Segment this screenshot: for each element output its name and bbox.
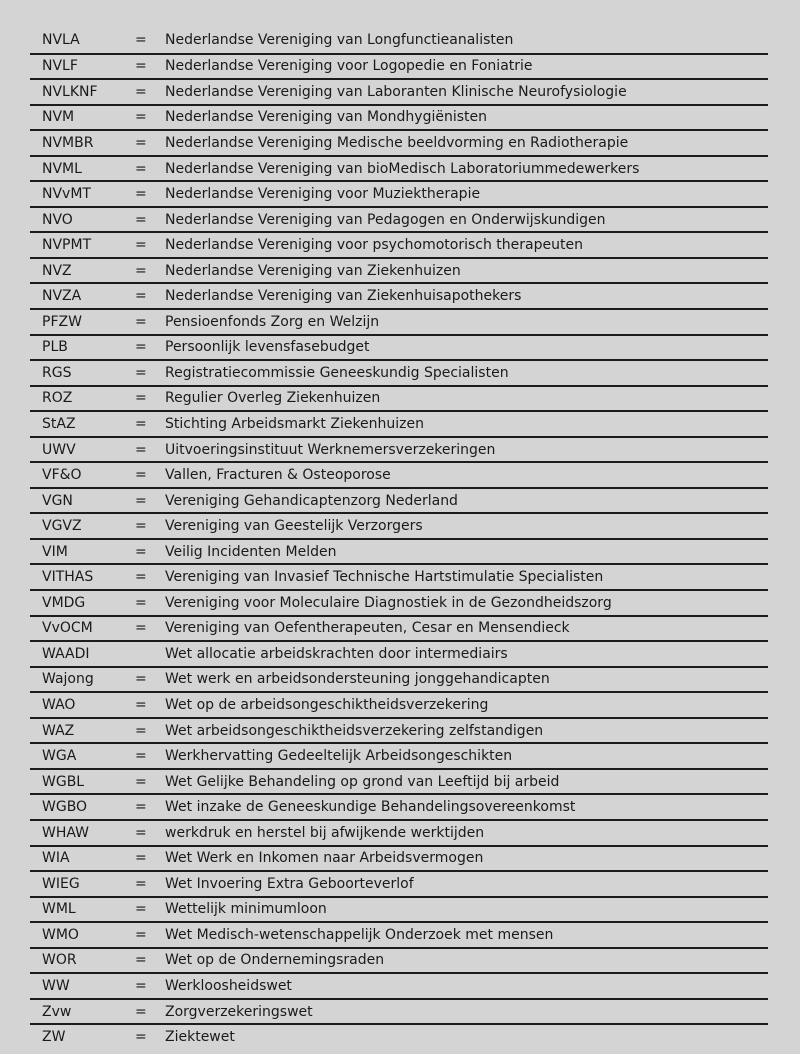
table-row bbox=[30, 180, 768, 206]
abbreviation: Wajong bbox=[42, 671, 94, 688]
abbreviation: UWV bbox=[42, 441, 76, 458]
equals-sign: = bbox=[135, 799, 147, 816]
table-row bbox=[30, 563, 768, 589]
equals-sign: = bbox=[135, 415, 147, 432]
table-row bbox=[30, 998, 768, 1024]
table-row bbox=[30, 615, 768, 641]
equals-sign: = bbox=[135, 926, 147, 943]
description: Nederlandse Vereniging voor psychomotorisch therapeuten bbox=[165, 237, 583, 254]
description: Nederlandse Vereniging Medische beeldvorming en Radiotherapie bbox=[165, 134, 629, 151]
description: Regulier Overleg Ziekenhuizen bbox=[165, 390, 381, 407]
abbreviation: NVZA bbox=[42, 288, 82, 305]
table-row bbox=[30, 845, 768, 871]
equals-sign: = bbox=[135, 288, 147, 305]
table-row bbox=[30, 691, 768, 717]
abbreviation: VMDG bbox=[42, 594, 86, 611]
equals-sign: = bbox=[135, 160, 147, 177]
abbreviation: VGVZ bbox=[42, 518, 82, 535]
abbreviation: NVLA bbox=[42, 31, 80, 48]
abbreviation: VF&O bbox=[42, 467, 82, 484]
table-row bbox=[30, 231, 768, 257]
abbreviation: NVO bbox=[42, 211, 73, 228]
abbreviation: NVMBR bbox=[42, 134, 94, 151]
table-row bbox=[30, 104, 768, 130]
description: Wet op de arbeidsongeschiktheidsverzekering bbox=[165, 696, 489, 713]
equals-sign: = bbox=[135, 492, 147, 509]
table-row bbox=[30, 359, 768, 385]
equals-sign: = bbox=[135, 186, 147, 203]
abbreviation: VIM bbox=[42, 543, 68, 560]
equals-sign: = bbox=[135, 518, 147, 535]
abbreviation-table bbox=[30, 27, 768, 1049]
table-row bbox=[30, 947, 768, 973]
abbreviation: PLB bbox=[42, 339, 68, 356]
description: Vereniging van Geestelijk Verzorgers bbox=[165, 518, 423, 535]
table-row bbox=[30, 666, 768, 692]
abbreviation: NVZ bbox=[42, 262, 72, 279]
abbreviation: NVML bbox=[42, 160, 82, 177]
table-row bbox=[30, 921, 768, 947]
description: Wet op de Ondernemingsraden bbox=[165, 952, 385, 969]
abbreviation: VGN bbox=[42, 492, 73, 509]
abbreviation: WAZ bbox=[42, 722, 75, 739]
abbreviation: VITHAS bbox=[42, 569, 94, 586]
table-row bbox=[30, 819, 768, 845]
description: Werkhervatting Gedeeltelijk Arbeidsongeschikten bbox=[165, 748, 513, 765]
equals-sign: = bbox=[135, 83, 147, 100]
description: Nederlandse Vereniging voor Muziektherapie bbox=[165, 186, 481, 203]
table-row bbox=[30, 308, 768, 334]
table-row bbox=[30, 78, 768, 104]
table-row bbox=[30, 282, 768, 308]
equals-sign: = bbox=[135, 773, 147, 790]
equals-sign: = bbox=[135, 390, 147, 407]
table-row bbox=[30, 512, 768, 538]
description: Veilig Incidenten Melden bbox=[165, 543, 337, 560]
table-row bbox=[30, 27, 768, 53]
table-row bbox=[30, 768, 768, 794]
abbreviation: ZW bbox=[42, 1029, 66, 1046]
description: Persoonlijk levensfasebudget bbox=[165, 339, 370, 356]
abbreviation: NVLKNF bbox=[42, 83, 98, 100]
description: Ziektewet bbox=[165, 1029, 235, 1046]
equals-sign: = bbox=[135, 313, 147, 330]
abbreviation: NVM bbox=[42, 109, 75, 126]
table-row bbox=[30, 487, 768, 513]
table-row bbox=[30, 640, 768, 666]
table-row bbox=[30, 129, 768, 155]
table-row bbox=[30, 589, 768, 615]
description: Nederlandse Vereniging van Laboranten Klinische Neurofysiologie bbox=[165, 83, 627, 100]
description: Wettelijk minimumloon bbox=[165, 901, 327, 918]
description: Wet Werk en Inkomen naar Arbeidsvermogen bbox=[165, 850, 484, 867]
description: Vereniging Gehandicaptenzorg Nederland bbox=[165, 492, 458, 509]
equals-sign: = bbox=[135, 952, 147, 969]
abbreviation: WHAW bbox=[42, 824, 90, 841]
table-row bbox=[30, 793, 768, 819]
description: Uitvoeringsinstituut Werknemersverzekeringen bbox=[165, 441, 496, 458]
table-row bbox=[30, 53, 768, 79]
abbreviation: WIEG bbox=[42, 875, 80, 892]
table-row bbox=[30, 155, 768, 181]
description: Zorgverzekeringswet bbox=[165, 1003, 313, 1020]
description: Werkloosheidswet bbox=[165, 978, 292, 994]
description: Nederlandse Vereniging van Ziekenhuizen bbox=[165, 262, 461, 279]
abbreviation: WGBO bbox=[42, 799, 88, 816]
abbreviation: WAO bbox=[42, 696, 76, 713]
equals-sign: = bbox=[135, 467, 147, 484]
description: Wet Gelijke Behandeling op grond van Leeftijd bij arbeid bbox=[165, 773, 560, 790]
equals-sign: = bbox=[135, 696, 147, 713]
description: Vereniging van Invasief Technische Hartstimulatie Specialisten bbox=[165, 569, 604, 586]
equals-sign: = bbox=[135, 109, 147, 126]
table-row bbox=[30, 334, 768, 360]
table-row bbox=[30, 742, 768, 768]
abbreviation: NVvMT bbox=[42, 186, 91, 203]
description: Nederlandse Vereniging van bioMedisch Laboratoriummedewerkers bbox=[165, 160, 640, 177]
description: Vereniging van Oefentherapeuten, Cesar en Mensendieck bbox=[165, 620, 570, 637]
abbreviation: WW bbox=[42, 978, 70, 994]
equals-sign: = bbox=[135, 237, 147, 254]
table-row bbox=[30, 870, 768, 896]
abbreviation: WGA bbox=[42, 748, 77, 765]
table-row bbox=[30, 436, 768, 462]
equals-sign: = bbox=[135, 1029, 147, 1046]
description: Nederlandse Vereniging van Ziekenhuisapothekers bbox=[165, 288, 522, 305]
description: Wet allocatie arbeidskrachten door intermediairs bbox=[165, 645, 508, 662]
description: Wet werk en arbeidsondersteuning jonggehandicapten bbox=[165, 671, 550, 688]
description: Registratiecommissie Geneeskundig Specialisten bbox=[165, 364, 509, 381]
abbreviation: RGS bbox=[42, 364, 72, 381]
equals-sign: = bbox=[135, 594, 147, 611]
equals-sign: = bbox=[135, 58, 147, 75]
equals-sign: = bbox=[135, 620, 147, 637]
table-row bbox=[30, 717, 768, 743]
table-row bbox=[30, 538, 768, 564]
table-row bbox=[30, 385, 768, 411]
equals-sign: = bbox=[135, 339, 147, 356]
description: Nederlandse Vereniging van Pedagogen en Onderwijskundigen bbox=[165, 211, 606, 228]
abbreviation: VvOCM bbox=[42, 620, 93, 637]
description: Nederlandse Vereniging van Mondhygiënisten bbox=[165, 109, 488, 126]
description: Wet inzake de Geneeskundige Behandelingsovereenkomst bbox=[165, 799, 576, 816]
equals-sign: = bbox=[135, 134, 147, 151]
table-row bbox=[30, 896, 768, 922]
abbreviation: NVLF bbox=[42, 58, 78, 75]
description: Nederlandse Vereniging voor Logopedie en Foniatrie bbox=[165, 58, 533, 75]
equals-sign: = bbox=[135, 875, 147, 892]
table-row bbox=[30, 410, 768, 436]
equals-sign: = bbox=[135, 1003, 147, 1020]
abbreviation: StAZ bbox=[42, 415, 76, 432]
description: Vereniging voor Moleculaire Diagnostiek in de Gezondheidszorg bbox=[165, 594, 612, 611]
equals-sign: = bbox=[135, 850, 147, 867]
abbreviation: WML bbox=[42, 901, 76, 918]
abbreviation: WIA bbox=[42, 850, 70, 867]
equals-sign: = bbox=[135, 978, 147, 994]
equals-sign: = bbox=[135, 441, 147, 458]
table-row bbox=[30, 972, 768, 998]
abbreviation: PFZW bbox=[42, 313, 82, 330]
table-row bbox=[30, 461, 768, 487]
description: werkdruk en herstel bij afwijkende werktijden bbox=[165, 824, 485, 841]
description: Pensioenfonds Zorg en Welzijn bbox=[165, 313, 380, 330]
equals-sign: = bbox=[135, 671, 147, 688]
equals-sign: = bbox=[135, 211, 147, 228]
abbreviation: WGBL bbox=[42, 773, 85, 790]
description: Stichting Arbeidsmarkt Ziekenhuizen bbox=[165, 415, 425, 432]
abbreviation: ROZ bbox=[42, 390, 73, 407]
equals-sign: = bbox=[135, 722, 147, 739]
equals-sign: = bbox=[135, 569, 147, 586]
description: Wet Invoering Extra Geboorteverlof bbox=[165, 875, 414, 892]
abbreviation: WMO bbox=[42, 926, 79, 943]
description: Vallen, Fracturen & Osteoporose bbox=[165, 467, 391, 484]
equals-sign: = bbox=[135, 543, 147, 560]
equals-sign: = bbox=[135, 901, 147, 918]
description: Wet arbeidsongeschiktheidsverzekering zelfstandigen bbox=[165, 722, 544, 739]
equals-sign: = bbox=[135, 824, 147, 841]
description: Wet Medisch-wetenschappelijk Onderzoek met mensen bbox=[165, 926, 554, 943]
abbreviation: WOR bbox=[42, 952, 77, 969]
equals-sign: = bbox=[135, 748, 147, 765]
description: Nederlandse Vereniging van Longfunctieanalisten bbox=[165, 31, 514, 48]
abbreviation: WAADI bbox=[42, 645, 90, 662]
table-row bbox=[30, 257, 768, 283]
abbreviation: NVPMT bbox=[42, 237, 92, 254]
table-row bbox=[30, 206, 768, 232]
equals-sign: = bbox=[135, 31, 147, 48]
table-row bbox=[30, 1023, 768, 1049]
equals-sign: = bbox=[135, 262, 147, 279]
equals-sign: = bbox=[135, 364, 147, 381]
abbreviation: Zvw bbox=[42, 1003, 72, 1020]
